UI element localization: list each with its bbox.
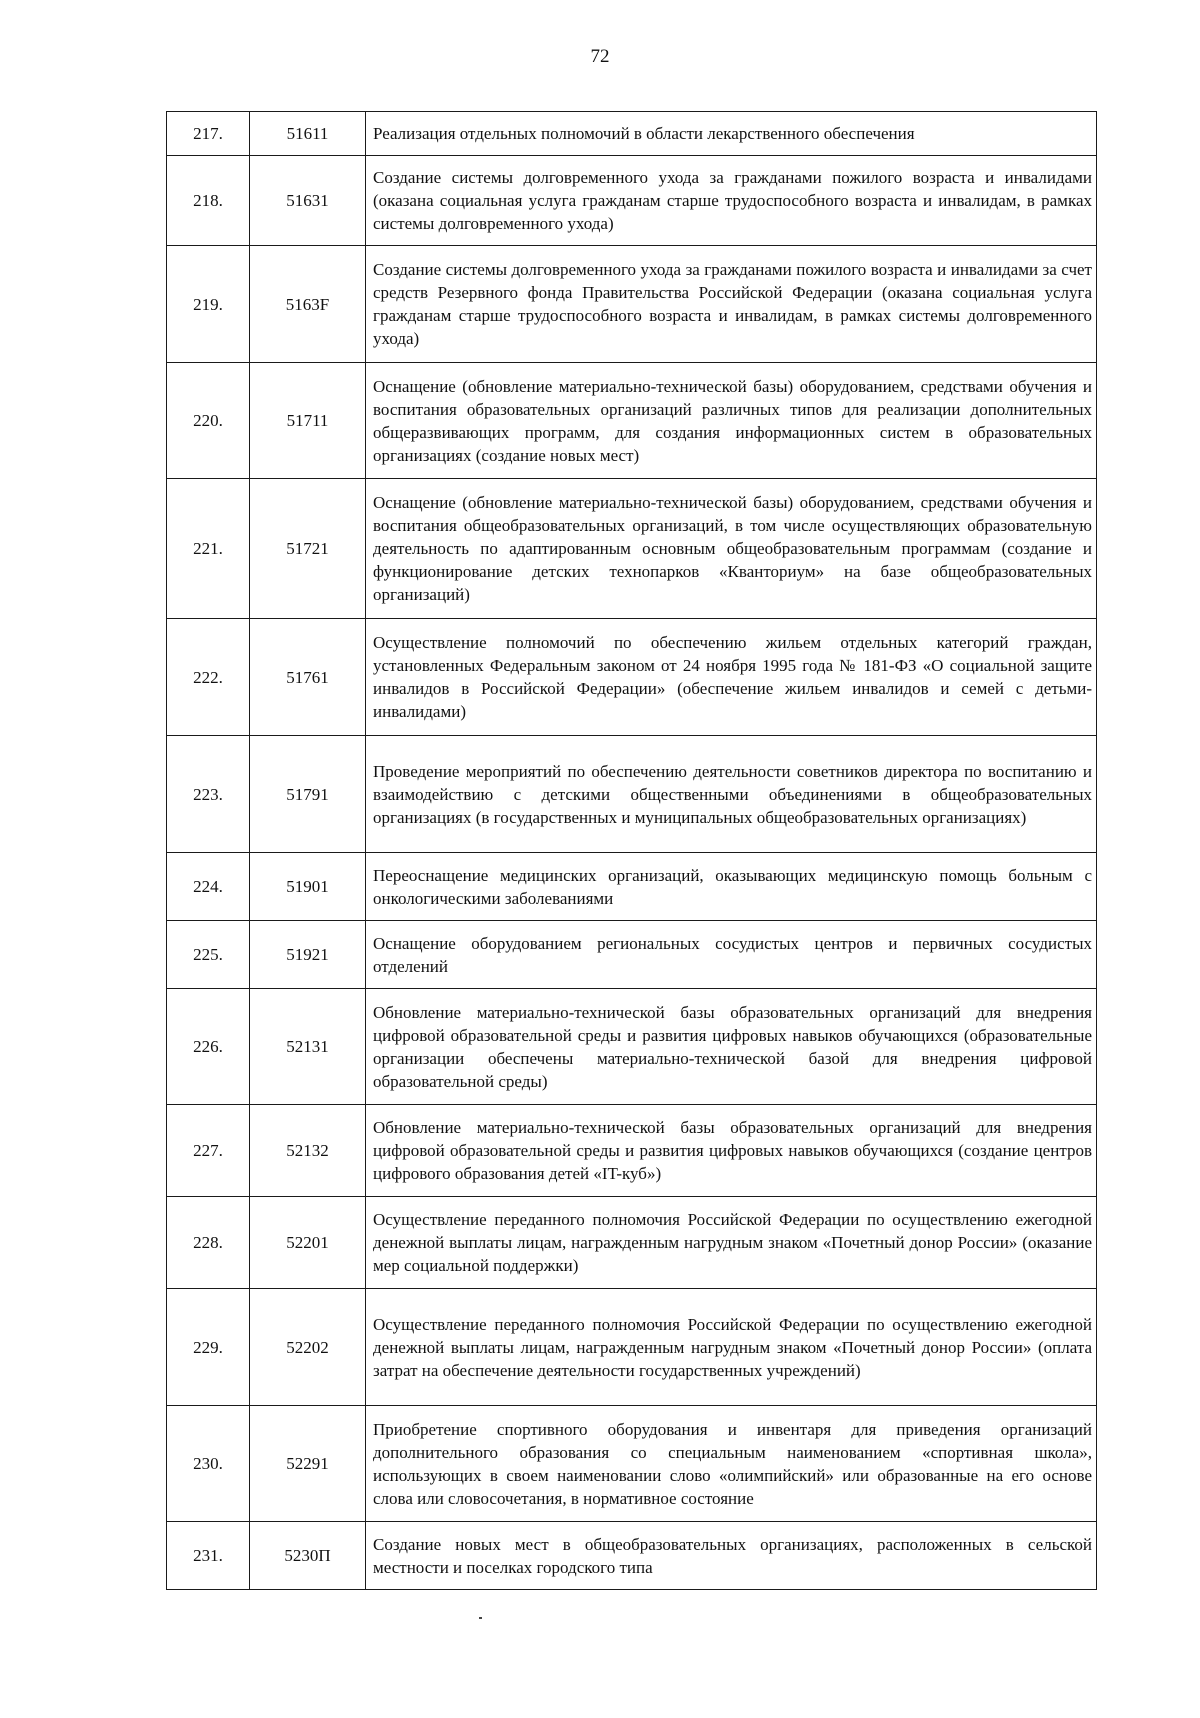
row-code: 51791 <box>250 736 366 853</box>
table-row <box>167 921 1097 989</box>
row-number: 229. <box>167 1289 250 1406</box>
row-number: 225. <box>167 921 250 989</box>
row-description: Приобретение спортивного оборудования и инвентаря для приведения организаций дополнительного образования со специальным наименованием «спортивная школа», использующих в своем наименовании слово «олимпийский» или образованные на его основе слова или словосочетания, в нормативное состояние <box>366 1406 1097 1522</box>
expenditure-codes-table <box>166 111 1097 1590</box>
table-row <box>167 619 1097 736</box>
row-code: 51921 <box>250 921 366 989</box>
scan-speck <box>479 1617 482 1619</box>
row-number: 217. <box>167 112 250 156</box>
row-code: 51631 <box>250 156 366 246</box>
row-description: Проведение мероприятий по обеспечению деятельности советников директора по воспитанию и взаимодействию с детскими общественными объединениями в общеобразовательных организациях (в государственных и муниципальных общеобразовательных организациях) <box>366 736 1097 853</box>
row-description: Создание системы долговременного ухода за гражданами пожилого возраста и инвалидами (оказана социальная услуга гражданам старше трудоспособного возраста и инвалидам, в рамках системы долговременного ухода) <box>366 156 1097 246</box>
row-code: 52201 <box>250 1197 366 1289</box>
table-row <box>167 112 1097 156</box>
table-row <box>167 989 1097 1105</box>
row-code: 52132 <box>250 1105 366 1197</box>
row-description: Обновление материально-технической базы образовательных организаций для внедрения цифровой образовательной среды и развития цифровых навыков обучающихся (образовательные организации обеспечены материально-технической базой для внедрения цифровой образовательной среды) <box>366 989 1097 1105</box>
row-number: 227. <box>167 1105 250 1197</box>
row-description: Обновление материально-технической базы образовательных организаций для внедрения цифровой образовательной среды и развития цифровых навыков обучающихся (создание центров цифрового образования детей «IT-куб») <box>366 1105 1097 1197</box>
row-number: 231. <box>167 1522 250 1590</box>
row-description: Осуществление переданного полномочия Российской Федерации по осуществлению ежегодной денежной выплаты лицам, награжденным нагрудным знаком «Почетный донор России» (оказание мер социальной поддержки) <box>366 1197 1097 1289</box>
row-number: 221. <box>167 479 250 619</box>
row-code: 52202 <box>250 1289 366 1406</box>
table-row <box>167 1289 1097 1406</box>
table-row <box>167 363 1097 479</box>
row-number: 223. <box>167 736 250 853</box>
row-code: 51721 <box>250 479 366 619</box>
row-code: 5230П <box>250 1522 366 1590</box>
row-code: 51901 <box>250 853 366 921</box>
table-row <box>167 1197 1097 1289</box>
row-number: 220. <box>167 363 250 479</box>
row-code: 52291 <box>250 1406 366 1522</box>
row-code: 52131 <box>250 989 366 1105</box>
row-description: Осуществление переданного полномочия Российской Федерации по осуществлению ежегодной денежной выплаты лицам, награжденным нагрудным знаком «Почетный донор России» (оплата затрат на обеспечение деятельности государственных учреждений) <box>366 1289 1097 1406</box>
table-row <box>167 853 1097 921</box>
row-code: 51611 <box>250 112 366 156</box>
row-description: Переоснащение медицинских организаций, оказывающих медицинскую помощь больным с онкологическими заболеваниями <box>366 853 1097 921</box>
table-row <box>167 246 1097 363</box>
row-description: Оснащение (обновление материально-технической базы) оборудованием, средствами обучения и воспитания общеобразовательных организаций, в том числе осуществляющих образовательную деятельность по адаптированным основным общеобразовательным программам (создание и функционирование детских технопарков «Кванториум» на базе общеобразовательных организаций) <box>366 479 1097 619</box>
row-number: 230. <box>167 1406 250 1522</box>
row-number: 222. <box>167 619 250 736</box>
table-row <box>167 156 1097 246</box>
row-number: 224. <box>167 853 250 921</box>
row-number: 218. <box>167 156 250 246</box>
row-code: 51711 <box>250 363 366 479</box>
row-description: Реализация отдельных полномочий в области лекарственного обеспечения <box>366 112 1097 156</box>
row-description: Создание системы долговременного ухода за гражданами пожилого возраста и инвалидами за счет средств Резервного фонда Правительства Российской Федерации (оказана социальная услуга гражданам старше трудоспособного возраста и инвалидам, в рамках системы долговременного ухода) <box>366 246 1097 363</box>
table-row <box>167 1522 1097 1590</box>
row-code: 51761 <box>250 619 366 736</box>
table-row <box>167 736 1097 853</box>
table-row <box>167 1406 1097 1522</box>
row-number: 228. <box>167 1197 250 1289</box>
row-number: 226. <box>167 989 250 1105</box>
row-description: Осуществление полномочий по обеспечению жильем отдельных категорий граждан, установленных Федеральным законом от 24 ноября 1995 года № 181-ФЗ «О социальной защите инвалидов в Российской Федерации» (обеспечение жильем инвалидов и семей с детьми-инвалидами) <box>366 619 1097 736</box>
table-row <box>167 1105 1097 1197</box>
table-row <box>167 479 1097 619</box>
row-description: Оснащение оборудованием региональных сосудистых центров и первичных сосудистых отделений <box>366 921 1097 989</box>
row-description: Оснащение (обновление материально-технической базы) оборудованием, средствами обучения и воспитания образовательных организаций различных типов для реализации дополнительных общеразвивающих программ, для создания информационных систем в образовательных организациях (создание новых мест) <box>366 363 1097 479</box>
row-code: 5163F <box>250 246 366 363</box>
page-number: 72 <box>590 46 610 67</box>
row-description: Создание новых мест в общеобразовательных организациях, расположенных в сельской местности и поселках городского типа <box>366 1522 1097 1590</box>
row-number: 219. <box>167 246 250 363</box>
